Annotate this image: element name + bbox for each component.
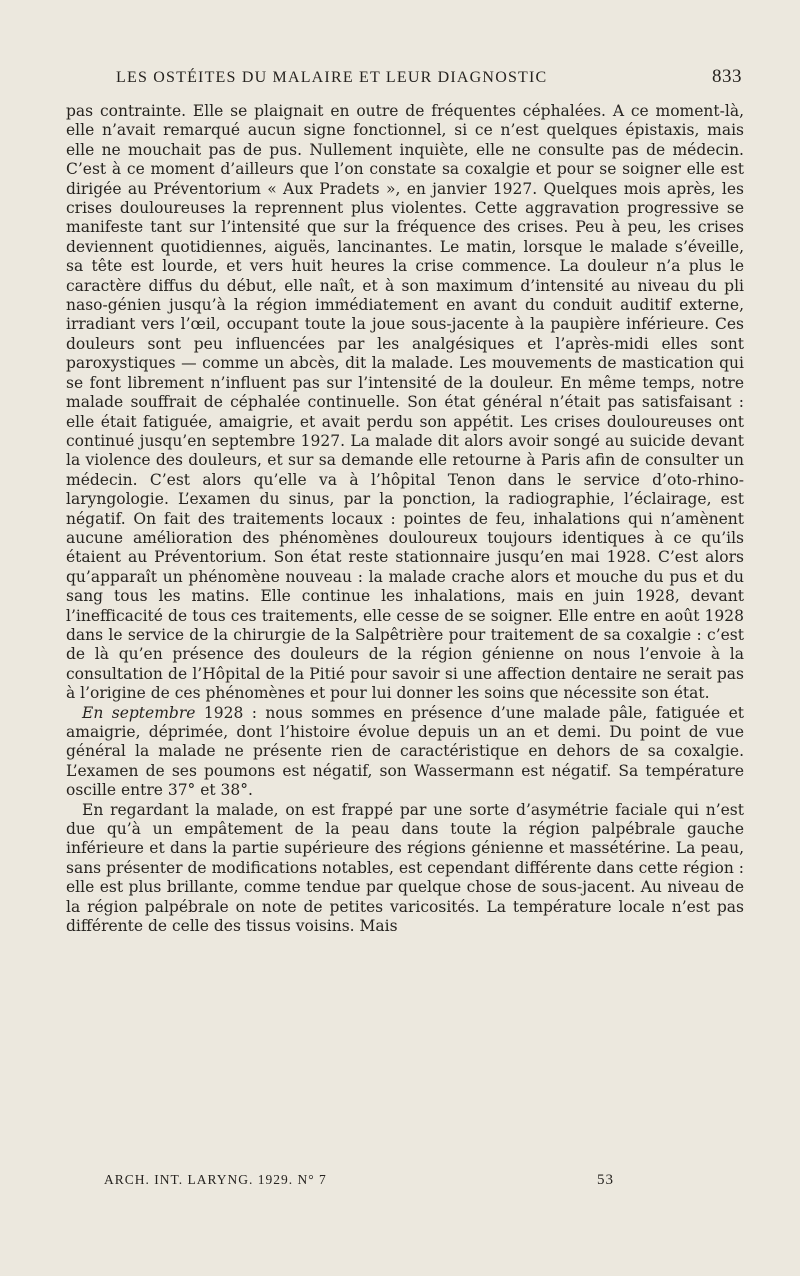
body-text — [66, 102, 744, 936]
italic-phrase: En septembre — [82, 703, 196, 722]
signature-number: 53 — [597, 1172, 614, 1188]
journal-reference: ARCH. INT. LARYNG. 1929. N° 7 — [104, 1172, 327, 1187]
running-title: LES OSTÉITES DU MALAIRE ET LEUR DIAGNOSTIC — [116, 69, 548, 86]
paragraph-text: 1928 : nous sommes en présence d’une malade pâle, fatiguée et amaigrie, déprimée, dont l’histoire évolue depuis un an et demi. Du point de vue général la malade ne présente rien de caractéristique en dehors de sa coxalgie. L’examen de ses poumons est négatif, son Wassermann est négatif. Sa température oscille entre 37° et 38°. — [66, 703, 744, 800]
page-number: 833 — [712, 66, 742, 87]
page-footer — [104, 1172, 614, 1189]
paragraph — [66, 704, 744, 801]
paragraph: pas contrainte. Elle se plaignait en outre de fréquentes céphalées. A ce moment-là, elle n’avait remarqué aucun signe fonctionnel, si ce n’est quelques épistaxis, mais elle ne mouchait pas de pus. Nullement inquiète, elle ne consulte pas de médecin. C’est à ce moment d’ailleurs que l’on constate sa coxalgie et pour se soigner elle est dirigée au Préventorium « Aux Pradets », en janvier 1927. Quelques mois après, les crises douloureuses la reprennent plus violentes. Cette aggravation progressive se manifeste tant sur l’intensité que sur la fréquence des crises. Peu à peu, les crises deviennent quotidiennes, aiguës, lancinantes. Le matin, lorsque le malade s’éveille, sa tête est lourde, et vers huit heures la crise commence. La douleur n’a plus le caractère diffus du début, elle naît, et à son maximum d’intensité au niveau du pli naso-génien jusqu’à la région immédiatement en avant du conduit auditif externe, irradiant vers l’œil, occupant toute la joue sous-jacente à la paupière inférieure. Ces douleurs sont peu influencées par les analgésiques et l’après-midi elles sont paroxystiques — comme un abcès, dit la malade. Les mouvements de mastication qui se font librement n’influent pas sur l’intensité de la douleur. En même temps, notre malade souffrait de céphalée continuelle. Son état général n’était pas satisfaisant : elle était fatiguée, amaigrie, et avait perdu son appétit. Les crises douloureuses ont continué jusqu’en septembre 1927. La malade dit alors avoir songé au suicide devant la violence des douleurs, et sur sa demande elle retourne à Paris afin de consulter un médecin. C’est alors qu’elle va à l’hôpital Tenon dans le service d’oto-rhino-laryngologie. L’examen du sinus, par la ponction, la radiographie, l’éclairage, est négatif. On fait des traitements locaux : pointes de feu, inhalations qui n’amènent aucune amélioration des phénomènes douloureux toujours identiques à ce qu’ils étaient au Préventorium. Son état reste stationnaire jusqu’en mai 1928. C’est alors qu’apparaît un phénomène nouveau : la malade crache alors et mouche du pus et du sang tous les matins. Elle continue les inhalations, mais en juin 1928, devant l’inefficacité de tous ces traitements, elle cesse de se soigner. Elle entre en août 1928 dans le service de la chirurgie de la Salpêtrière pour traitement de sa coxalgie : c’est de là qu’en présence des douleurs de la région génienne on nous l’envoie à la consultation de l’Hôpital de la Pitié pour savoir si une affection dentaire ne serait pas à l’origine de ces phénomènes et pour lui donner les soins que nécessite son état. — [66, 102, 744, 703]
paragraph: En regardant la malade, on est frappé par une sorte d’asymétrie faciale qui n’est due qu’à un empâtement de la peau dans toute la région palpébrale gauche inférieure et dans la partie supérieure des régions génienne et massétérine. La peau, sans présenter de modifications notables, est cependant différente dans cette région : elle est plus brillante, comme tendue par quelque chose de sous-jacent. Au niveau de la région palpébrale on note de petites varicosités. La température locale n’est pas différente de celle des tissus voisins. Mais — [66, 800, 744, 936]
running-header — [116, 66, 742, 88]
